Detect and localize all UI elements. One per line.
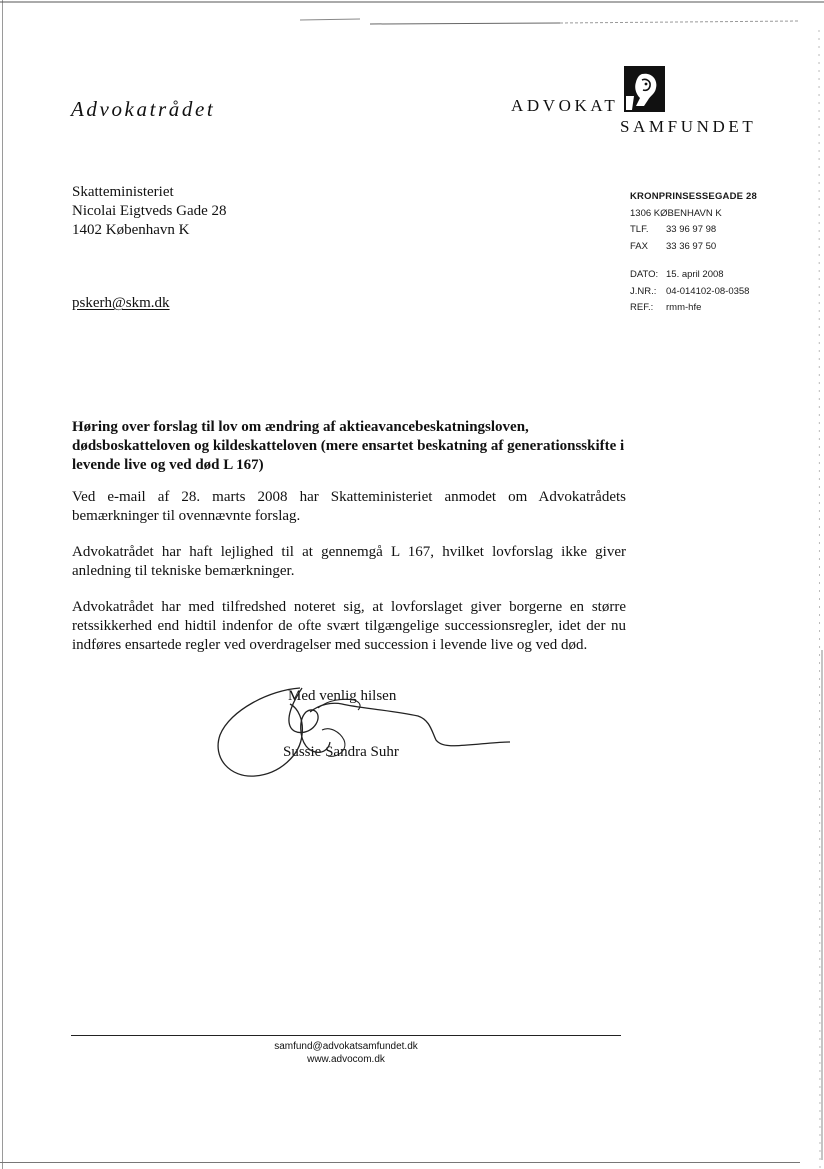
scan-edge-left xyxy=(2,0,3,1169)
scan-edge-top xyxy=(0,0,824,28)
closing-phrase: Med venlig hilsen xyxy=(288,688,397,704)
fax-value: 33 36 97 50 xyxy=(666,240,717,252)
date-value: 15. april 2008 xyxy=(666,269,724,280)
ref-value: rmm-hfe xyxy=(666,302,702,313)
contact-ref-row xyxy=(630,300,757,317)
ref-label: REF.: xyxy=(630,302,654,313)
signer-name: Sussie Sandra Suhr xyxy=(283,744,399,760)
contact-street: KRONPRINSESSEGADE 28 xyxy=(630,191,758,202)
handwritten-signature-icon xyxy=(210,680,520,790)
phone-label: TLF. xyxy=(630,224,649,235)
logo-word-samfundet: SAMFUNDET xyxy=(620,117,757,136)
fax-label: FAX xyxy=(630,240,648,252)
recipient-line: Skatteministeriet xyxy=(72,184,174,200)
contact-phone-row xyxy=(630,222,757,239)
logo-word-advokat: ADVOKAT xyxy=(511,96,619,115)
date-label: DATO: xyxy=(630,269,659,280)
phone-value: 33 96 97 98 xyxy=(666,224,717,235)
recipient-address xyxy=(72,183,227,240)
sender-name: Advokatrådet xyxy=(71,97,216,121)
body-paragraph: Advokatrådet har haft lejlighed til at gennemgå L 167, hvilket lovforslag ikke giver anledning til tekniske bemærkninger. xyxy=(72,544,626,579)
contact-city: 1306 KØBENHAVN K xyxy=(630,207,722,219)
advokatsamfundet-logo xyxy=(510,66,770,146)
letter-subject: Høring over forslag til lov om ændring af aktieavancebeskatningsloven, dødsboskatteloven og kildeskatteloven (mere ensartet beskatning af generationsskifte i levende live og ved død L 167) xyxy=(72,419,625,473)
contact-date-row xyxy=(630,267,757,284)
jnr-value: 04-014102-08-0358 xyxy=(666,285,750,297)
scan-edge-right xyxy=(794,0,824,1169)
sender-contact-block xyxy=(630,189,757,317)
recipient-email-link[interactable]: pskerh@skm.dk xyxy=(72,295,170,311)
recipient-line: Nicolai Eigtveds Gade 28 xyxy=(72,203,227,219)
scan-edge-bottom xyxy=(0,1162,800,1163)
recipient-line: 1402 København K xyxy=(72,222,190,238)
body-paragraph: Advokatrådet har med tilfredshed noteret sig, at lovforslaget giver borgerne en større retssikkerhed end hidtil indenfor de ofte svært tilgængelige successionsregler, idet der nu indføres ensartede regler ved overdragelser med succession i levende live og ved død. xyxy=(72,599,626,653)
footer-divider xyxy=(71,1035,621,1036)
footer-website-link[interactable]: www.advocom.dk xyxy=(307,1054,385,1065)
letter-footer xyxy=(71,1040,621,1066)
jnr-label: J.NR.: xyxy=(630,285,657,297)
contact-fax-row xyxy=(630,239,757,256)
body-paragraph: Ved e-mail af 28. marts 2008 har Skatteministeriet anmodet om Advokatrådets bemærkninger til ovennævnte forslag. xyxy=(72,489,626,524)
helmet-emblem-icon xyxy=(622,66,667,112)
footer-email-link[interactable]: samfund@advokatsamfundet.dk xyxy=(274,1041,418,1052)
contact-jnr-row xyxy=(630,284,757,301)
signature-block xyxy=(210,680,520,790)
